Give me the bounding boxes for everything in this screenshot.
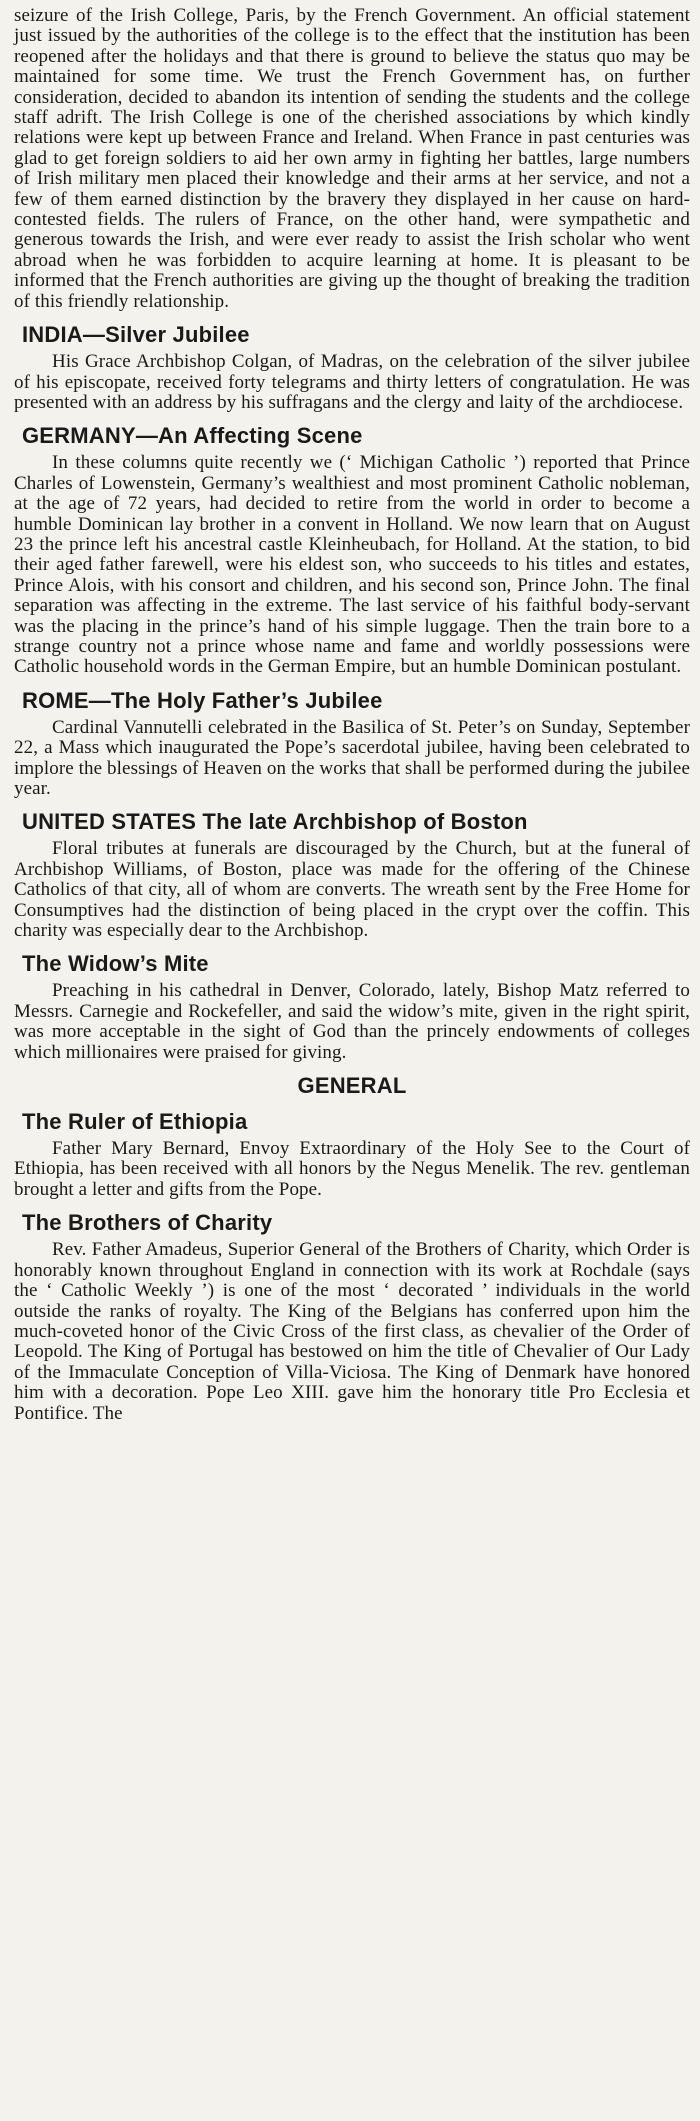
- article-column: [14, 6, 690, 1424]
- heading-ethiopia: The Ruler of Ethiopia: [22, 1109, 248, 1135]
- intro-paragraph: seizure of the Irish College, Paris, by the French Government. An official statement just issued by the authorities of the college is to the effect that the institution has been reopened after the holidays and that there is ground to believe the status quo may be maintained for some time. We trust the French Government has, on further consideration, decided to abandon its intention of sending the students and the college staff adrift. The Irish College is one of the cherished associations by which kindly relations were kept up between France and Ireland. When France in past centuries was glad to get foreign soldiers to aid her own army in fighting her battles, large numbers of Irish military men placed their knowledge and their arms at her service, and not a few of them earned distinction by the bravery they displayed in her cause on hard-contested fields. The rulers of France, on the other hand, were sympathetic and generous towards the Irish, and were ever ready to assist the Irish scholar who went abroad when he was forbidden to acquire learning at home. It is pleasant to be informed that the French authorities are giving up the thought of breaking the tradition of this friendly relationship.: [14, 5, 690, 312]
- heading-india: INDIA—Silver Jubilee: [22, 322, 250, 348]
- body-united-states: Floral tributes at funerals are discouraged by the Church, but at the funeral of Archbishop Williams, of Boston, place was made for the offering of the Chinese Catholics of that city, all of whom are converts. The wreath sent by the Free Home for Consumptives had the distinction of being placed in the crypt over the coffin. This charity was especially dear to the Archbishop.: [14, 838, 690, 942]
- heading-united-states: UNITED STATES The late Archbishop of Boston: [22, 809, 528, 835]
- body-india: His Grace Archbishop Colgan, of Madras, on the celebration of the silver jubilee of his episcopate, received forty telegrams and thirty letters of congratulation. He was presented with an address by his suffragans and the clergy and laity of the archdiocese.: [14, 351, 690, 413]
- body-germany: In these columns quite recently we (‘ Michigan Catholic ’) reported that Prince Charles of Lowenstein, Germany’s wealthiest and most prominent Catholic nobleman, at the age of 72 years, had decided to retire from the world in order to become a humble Dominican lay brother in a convent in Holland. We now learn that on August 23 the prince left his ancestral castle Kleinheubach, for Holland. At the station, to bid their aged father farewell, were his eldest son, who succeeds to his titles and estates, Prince Alois, with his consort and children, and his second son, Prince John. The final separation was affecting in the extreme. The last service of his faithful body-servant was the placing in the prince’s hand of his simple luggage. Then the train bore to a strange country not a prince whose name and fame and worldly possessions were Catholic household words in the German Empire, but an humble Dominican postulant.: [14, 452, 690, 678]
- heading-germany: GERMANY—An Affecting Scene: [22, 423, 363, 449]
- body-ethiopia: Father Mary Bernard, Envoy Extraordinary of the Holy See to the Court of Ethiopia, has been received with all honors by the Negus Menelik. The rev. gentleman brought a letter and gifts from the Pope.: [14, 1138, 690, 1200]
- heading-widows-mite: The Widow’s Mite: [22, 951, 209, 977]
- heading-rome: ROME—The Holy Father’s Jubilee: [22, 687, 383, 713]
- heading-brothers-of-charity: The Brothers of Charity: [22, 1210, 273, 1236]
- heading-general: GENERAL: [297, 1073, 407, 1099]
- body-rome: Cardinal Vannutelli celebrated in the Basilica of St. Peter’s on Sunday, September 22, a Mass which inaugurated the Pope’s sacerdotal jubilee, having been celebrated to implore the blessings of Heaven on the works that shall be performed during the jubilee year.: [14, 716, 690, 799]
- body-widows-mite: Preaching in his cathedral in Denver, Colorado, lately, Bishop Matz referred to Messrs. Carnegie and Rockefeller, and said the widow’s mite, given in the right spirit, was more acceptable in the sight of God than the princely endowments of colleges which millionaires were praised for giving.: [14, 980, 690, 1063]
- body-brothers-of-charity: Rev. Father Amadeus, Superior General of the Brothers of Charity, which Order is honorably known throughout England in connection with its work at Rochdale (says the ‘ Catholic Weekly ’) is one of the most ‘ decorated ’ individuals in the world outside the ranks of royalty. The King of the Belgians has conferred upon him the much-coveted honor of the Civic Cross of the first class, as chevalier of the Order of Leopold. The King of Portugal has bestowed on him the title of Chevalier of Our Lady of the Immaculate Conception of Villa-Viciosa. The King of Denmark have honored him with a decoration. Pope Leo XIII. gave him the honorary title Pro Ecclesia et Pontifice. The: [14, 1239, 690, 1424]
